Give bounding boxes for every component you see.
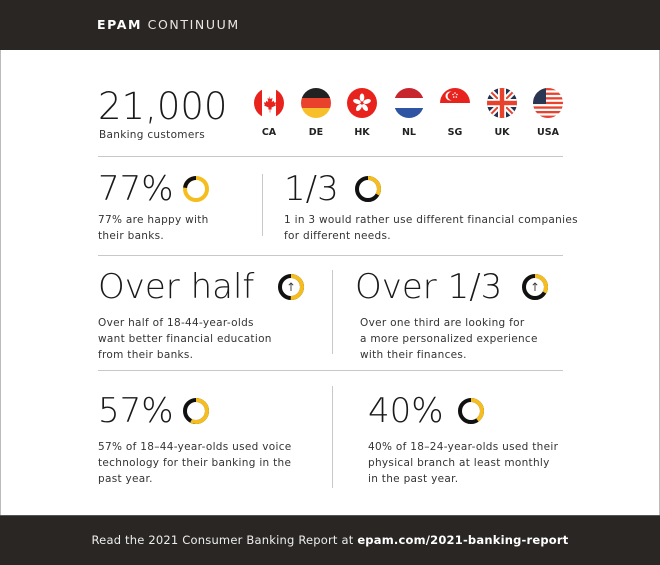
divider <box>98 255 563 256</box>
stat-value: 1/3 <box>284 169 339 209</box>
stat-description: Over one third are looking for a more personalized experience with their finances. <box>360 317 538 361</box>
footer-text: Read the 2021 Consumer Banking Report at <box>91 533 358 547</box>
stat-description: 1 in 3 would rather use different financial companies for different needs. <box>284 214 578 242</box>
divider <box>98 370 563 371</box>
country-code: DE <box>308 127 324 138</box>
brand-bold: EPAM <box>97 17 143 32</box>
donut-chart-icon <box>182 175 210 203</box>
country-code: SG <box>447 127 463 138</box>
usa-flag-icon <box>533 88 563 118</box>
country-code: CA <box>261 127 277 138</box>
divider <box>262 174 263 236</box>
brand-light: CONTINUUM <box>147 17 240 32</box>
divider <box>332 386 333 488</box>
country-code: USA <box>537 127 559 138</box>
stat-description: 57% of 18–44-year-olds used voice technology for their banking in the past year. <box>98 441 292 485</box>
country-code: NL <box>401 127 416 138</box>
donut-arrow-up-icon <box>277 273 305 301</box>
divider <box>98 156 563 157</box>
customers-count: 21,000 <box>98 85 228 128</box>
hong-kong-flag-icon <box>347 88 377 118</box>
donut-arrow-up-icon <box>521 273 549 301</box>
stat-value: Over 1/3 <box>355 267 503 307</box>
stat-description: 77% are happy with their banks. <box>98 214 209 242</box>
country-code: UK <box>494 127 510 138</box>
stat-description: 40% of 18–24-year-olds used their physical branch at least monthly in the past year. <box>368 441 559 485</box>
infographic-panel <box>0 50 660 515</box>
germany-flag-icon <box>301 88 331 118</box>
uk-flag-icon <box>487 88 517 118</box>
header-bar <box>0 0 660 50</box>
donut-chart-icon <box>457 397 485 425</box>
divider <box>332 270 333 354</box>
report-link[interactable]: epam.com/2021-banking-report <box>357 533 569 547</box>
stat-value: 77% <box>98 169 174 209</box>
donut-chart-icon <box>182 397 210 425</box>
stat-value: 40% <box>368 391 444 431</box>
footer-cta <box>0 533 660 547</box>
footer-bar <box>0 515 660 565</box>
brand-logo <box>97 17 240 32</box>
singapore-flag-icon <box>440 88 470 118</box>
stat-description: Over half of 18-44-year-olds want better financial education from their banks. <box>98 317 272 361</box>
customers-label: Banking customers <box>99 129 205 141</box>
donut-chart-icon <box>354 175 382 203</box>
canada-flag-icon <box>254 88 284 118</box>
country-code: HK <box>354 127 370 138</box>
stat-value: 57% <box>98 391 174 431</box>
stat-value: Over half <box>98 267 255 307</box>
netherlands-flag-icon <box>394 88 424 118</box>
